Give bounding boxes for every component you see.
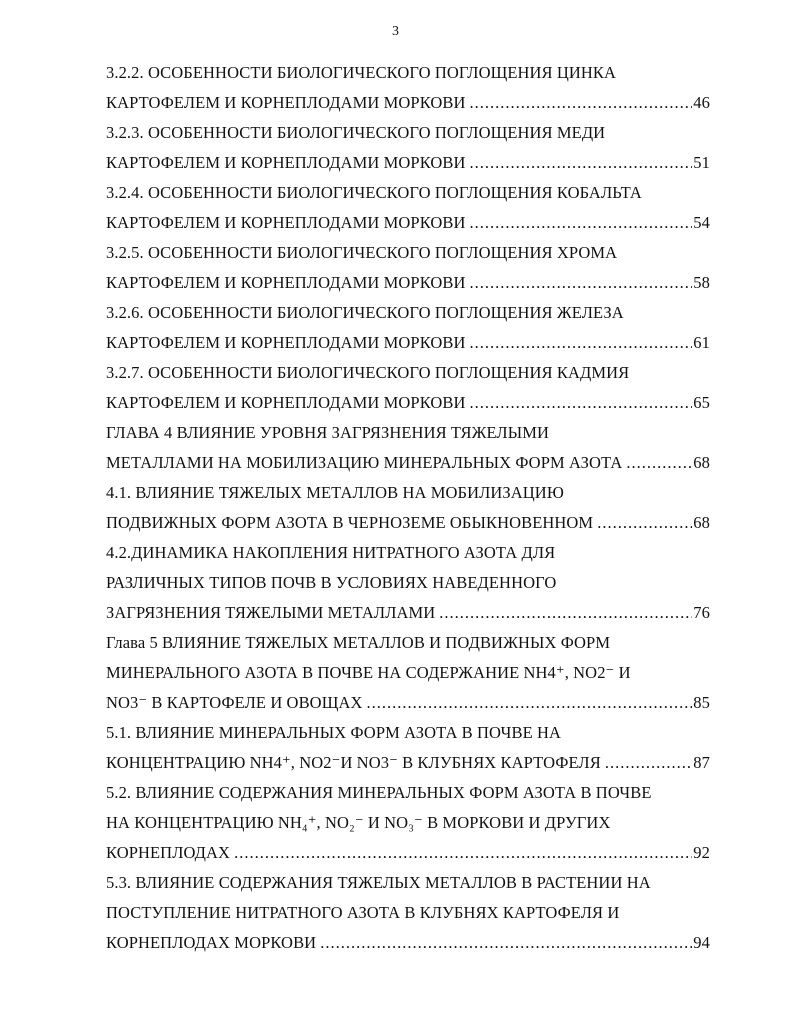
dot-leader (470, 328, 693, 358)
toc-entry-text: РАЗЛИЧНЫХ ТИПОВ ПОЧВ В УСЛОВИЯХ НАВЕДЕННОГО (106, 573, 557, 592)
toc-page-number: 54 (693, 213, 710, 232)
toc-entry-text: 4.1. ВЛИЯНИЕ ТЯЖЕЛЫХ МЕТАЛЛОВ НА МОБИЛИЗАЦИЮ (106, 483, 564, 502)
toc-entry-4-2 (106, 538, 710, 628)
toc-entry-title-end: ЗАГРЯЗНЕНИЯ ТЯЖЕЛЫМИ МЕТАЛЛАМИ (106, 603, 436, 622)
dot-leader (470, 388, 693, 418)
toc-entry-3-2-7 (106, 358, 710, 418)
toc-entry-leader-line (106, 838, 710, 868)
toc-entry-leader-line (106, 88, 710, 118)
dot-leader (470, 148, 693, 178)
toc-entry-text: 5.3. ВЛИЯНИЕ СОДЕРЖАНИЯ ТЯЖЕЛЫХ МЕТАЛЛОВ В РАСТЕНИИ НА (106, 873, 651, 892)
toc-entry-title-end: КОНЦЕНТРАЦИЮ NH4⁺, NO2⁻И NO3⁻ В КЛУБНЯХ КАРТОФЕЛЯ (106, 753, 601, 772)
dot-leader (366, 688, 692, 718)
toc-page-number: 87 (693, 753, 710, 772)
toc-entry-title-end: МЕТАЛЛАМИ НА МОБИЛИЗАЦИЮ МИНЕРАЛЬНЫХ ФОРМ АЗОТА (106, 453, 623, 472)
toc-entry-title-end: КАРТОФЕЛЕМ И КОРНЕПЛОДАМИ МОРКОВИ (106, 393, 466, 412)
toc-page-number: 68 (693, 513, 710, 532)
dot-leader (439, 598, 692, 628)
toc-entry-title-end: КАРТОФЕЛЕМ И КОРНЕПЛОДАМИ МОРКОВИ (106, 153, 466, 172)
toc-page-number: 51 (693, 153, 710, 172)
dot-leader (234, 838, 692, 868)
toc-entry-leader-line (106, 598, 710, 628)
toc-page-number: 94 (693, 933, 710, 952)
toc-entry-title-end: КАРТОФЕЛЕМ И КОРНЕПЛОДАМИ МОРКОВИ (106, 333, 466, 352)
toc-entry-leader-line (106, 328, 710, 358)
toc-entry-title-end: NO3⁻ В КАРТОФЕЛЕ И ОВОЩАХ (106, 693, 363, 712)
toc-entry-title-end: КОРНЕПЛОДАХ МОРКОВИ (106, 933, 317, 952)
toc-entry-3-2-3 (106, 118, 710, 178)
dot-leader (470, 268, 693, 298)
toc-entry-text: 3.2.7. ОСОБЕННОСТИ БИОЛОГИЧЕСКОГО ПОГЛОЩЕНИЯ КАДМИЯ (106, 363, 630, 382)
toc-entry-text: 3.2.5. ОСОБЕННОСТИ БИОЛОГИЧЕСКОГО ПОГЛОЩЕНИЯ ХРОМА (106, 243, 618, 262)
toc-entry-text: 3.2.6. ОСОБЕННОСТИ БИОЛОГИЧЕСКОГО ПОГЛОЩЕНИЯ ЖЕЛЕЗА (106, 303, 624, 322)
toc-entry-title-end: КОРНЕПЛОДАХ (106, 843, 231, 862)
toc-entry-3-2-2 (106, 58, 710, 118)
toc-entry-text: 5.2. ВЛИЯНИЕ СОДЕРЖАНИЯ МИНЕРАЛЬНЫХ ФОРМ АЗОТА В ПОЧВЕ (106, 783, 652, 802)
toc-entry-text: 5.1. ВЛИЯНИЕ МИНЕРАЛЬНЫХ ФОРМ АЗОТА В ПОЧВЕ НА (106, 723, 561, 742)
toc-entry-chapter-5 (106, 628, 710, 718)
toc-page-number: 61 (693, 333, 710, 352)
toc-entry-leader-line (106, 148, 710, 178)
toc-entry-text: МИНЕРАЛЬНОГО АЗОТА В ПОЧВЕ НА СОДЕРЖАНИЕ NH4⁺, NO2⁻ И (106, 663, 631, 682)
toc-entry-text: Глава 5 ВЛИЯНИЕ ТЯЖЕЛЫХ МЕТАЛЛОВ И ПОДВИЖНЫХ ФОРМ (106, 633, 611, 652)
dot-leader (320, 928, 692, 958)
toc-page-number: 76 (693, 603, 710, 622)
toc-entry-text: 3.2.2. ОСОБЕННОСТИ БИОЛОГИЧЕСКОГО ПОГЛОЩЕНИЯ ЦИНКА (106, 63, 617, 82)
toc-entry-title-end: КАРТОФЕЛЕМ И КОРНЕПЛОДАМИ МОРКОВИ (106, 213, 466, 232)
toc-entry-leader-line (106, 388, 710, 418)
toc-entry-5-3 (106, 868, 710, 958)
dot-leader (597, 508, 692, 538)
toc-entry-title-end: КАРТОФЕЛЕМ И КОРНЕПЛОДАМИ МОРКОВИ (106, 273, 466, 292)
toc-page-number: 65 (693, 393, 710, 412)
toc-entry-text: 3.2.4. ОСОБЕННОСТИ БИОЛОГИЧЕСКОГО ПОГЛОЩЕНИЯ КОБАЛЬТА (106, 183, 642, 202)
toc-entry-text: ГЛАВА 4 ВЛИЯНИЕ УРОВНЯ ЗАГРЯЗНЕНИЯ ТЯЖЕЛЫМИ (106, 423, 549, 442)
toc-entry-text: 3.2.3. ОСОБЕННОСТИ БИОЛОГИЧЕСКОГО ПОГЛОЩЕНИЯ МЕДИ (106, 123, 606, 142)
toc-entry-title-end: ПОДВИЖНЫХ ФОРМ АЗОТА В ЧЕРНОЗЕМЕ ОБЫКНОВЕННОМ (106, 513, 594, 532)
dot-leader (470, 208, 693, 238)
page-number: 3 (392, 24, 399, 39)
table-of-contents (106, 58, 710, 958)
toc-entry-leader-line (106, 268, 710, 298)
dot-leader (605, 748, 692, 778)
toc-entry-leader-line (106, 448, 710, 478)
toc-entry-3-2-4 (106, 178, 710, 238)
toc-entry-text: 4.2.ДИНАМИКА НАКОПЛЕНИЯ НИТРАТНОГО АЗОТА ДЛЯ (106, 543, 556, 562)
toc-entry-leader-line (106, 208, 710, 238)
toc-entry-3-2-5 (106, 238, 710, 298)
toc-entry-5-2 (106, 778, 710, 868)
toc-page-number: 92 (693, 843, 710, 862)
toc-entry-leader-line (106, 508, 710, 538)
toc-entry-3-2-6 (106, 298, 710, 358)
toc-entry-leader-line (106, 928, 710, 958)
toc-entry-text: НА КОНЦЕНТРАЦИЮ NH₄⁺, NO₂⁻ И NO₃⁻ В МОРКОВИ И ДРУГИХ (106, 813, 611, 832)
toc-page-number: 46 (693, 93, 710, 112)
dot-leader (470, 88, 693, 118)
toc-entry-text: ПОСТУПЛЕНИЕ НИТРАТНОГО АЗОТА В КЛУБНЯХ КАРТОФЕЛЯ И (106, 903, 620, 922)
toc-entry-4-1 (106, 478, 710, 538)
toc-page-number: 58 (693, 273, 710, 292)
toc-entry-5-1 (106, 718, 710, 778)
toc-page-number: 68 (693, 453, 710, 472)
toc-page-number: 85 (693, 693, 710, 712)
toc-entry-leader-line (106, 688, 710, 718)
dot-leader (626, 448, 692, 478)
toc-entry-leader-line (106, 748, 710, 778)
toc-entry-chapter-4 (106, 418, 710, 478)
toc-entry-title-end: КАРТОФЕЛЕМ И КОРНЕПЛОДАМИ МОРКОВИ (106, 93, 466, 112)
